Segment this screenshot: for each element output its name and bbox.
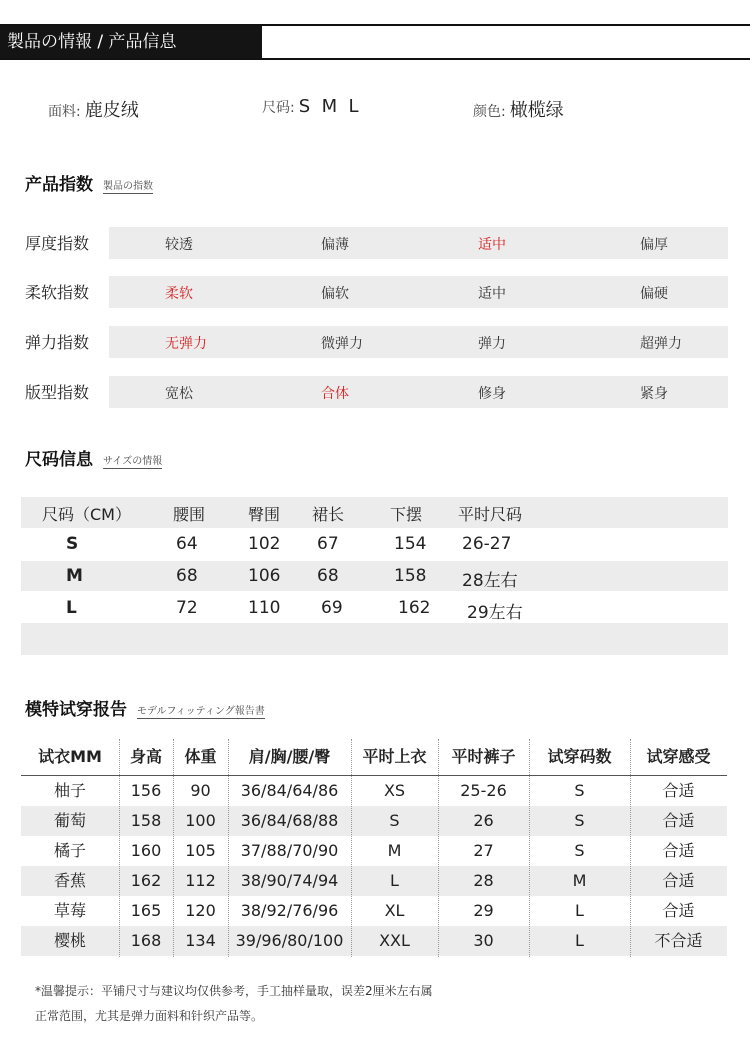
fit-cell: 90 bbox=[190, 781, 211, 800]
size-row-stripe bbox=[21, 561, 728, 591]
index-option: 偏硬 bbox=[640, 286, 668, 302]
index-option: 偏薄 bbox=[321, 237, 349, 253]
fit-row bbox=[21, 836, 727, 866]
fit-cell: S bbox=[574, 781, 585, 800]
size-header-cell: 下摆 bbox=[390, 505, 423, 524]
size-cell: 158 bbox=[394, 566, 427, 586]
fit-header-cell: 平时裤子 bbox=[451, 747, 516, 766]
size-cell: 106 bbox=[248, 566, 281, 586]
size-cell: 154 bbox=[394, 534, 427, 554]
index-label: 版型指数 bbox=[25, 383, 90, 402]
fit-subtitle: モデルフィッティング報告書 bbox=[137, 702, 265, 719]
index-section-title bbox=[25, 170, 153, 195]
fit-row bbox=[21, 776, 727, 806]
size-subtitle: サイズの情報 bbox=[103, 452, 162, 469]
fit-header-cell: 试穿码数 bbox=[547, 747, 612, 766]
fit-row bbox=[21, 926, 727, 956]
fit-cell: 120 bbox=[185, 901, 216, 920]
fit-cell: 165 bbox=[130, 901, 162, 920]
header-bar bbox=[0, 24, 750, 60]
index-option: 偏软 bbox=[321, 286, 349, 302]
fit-column-divider bbox=[351, 739, 352, 957]
fit-cell: 橘子 bbox=[53, 841, 86, 860]
fit-row bbox=[21, 896, 727, 926]
fit-cell: 合适 bbox=[662, 841, 695, 860]
index-option: 超弹力 bbox=[640, 336, 682, 352]
fit-column-divider bbox=[529, 739, 530, 957]
index-label: 厚度指数 bbox=[25, 234, 90, 253]
fit-cell: 30 bbox=[473, 931, 494, 950]
fabric-value: 鹿皮绒 bbox=[84, 100, 139, 121]
fit-cell: 112 bbox=[185, 871, 216, 890]
size-info bbox=[262, 96, 359, 117]
fit-column-divider bbox=[438, 739, 439, 957]
size-cell: 162 bbox=[398, 598, 431, 618]
fit-cell: 合适 bbox=[662, 871, 695, 890]
fit-cell: 38/90/74/94 bbox=[240, 871, 339, 890]
fit-cell: M bbox=[572, 871, 587, 890]
index-option: 偏厚 bbox=[640, 237, 668, 253]
size-cell: L bbox=[66, 598, 77, 618]
fit-cell: 134 bbox=[185, 931, 216, 950]
fit-cell: L bbox=[390, 871, 399, 890]
size-cell: 67 bbox=[317, 534, 339, 554]
index-option: 弹力 bbox=[478, 336, 506, 352]
fit-header-cell: 肩/胸/腰/臀 bbox=[248, 747, 331, 766]
fit-cell: 37/88/70/90 bbox=[240, 841, 339, 860]
size-label: 尺码: bbox=[262, 100, 295, 116]
fit-cell: 29 bbox=[473, 901, 494, 920]
size-footer-stripe bbox=[21, 623, 728, 655]
size-header-cell: 腰围 bbox=[173, 505, 206, 524]
size-section-title bbox=[25, 445, 162, 470]
index-bar bbox=[109, 276, 728, 308]
size-cell: 68 bbox=[317, 566, 339, 586]
fit-cell: 25-26 bbox=[460, 781, 507, 800]
fit-cell: 柚子 bbox=[53, 781, 86, 800]
index-row bbox=[0, 227, 750, 259]
fit-cell: 27 bbox=[473, 841, 494, 860]
fit-column-divider bbox=[173, 739, 174, 957]
fit-cell: 168 bbox=[130, 931, 162, 950]
index-label: 弹力指数 bbox=[25, 333, 90, 352]
size-title: 尺码信息 bbox=[25, 450, 93, 470]
fit-cell: 28 bbox=[473, 871, 494, 890]
size-cell: 28左右 bbox=[462, 571, 518, 591]
index-option: 紧身 bbox=[640, 386, 668, 402]
fit-cell: 合适 bbox=[662, 811, 695, 830]
size-header-cell: 裙长 bbox=[312, 505, 345, 524]
fit-cell: 不合适 bbox=[654, 931, 703, 950]
fit-cell: 105 bbox=[185, 841, 216, 860]
fit-cell: 合适 bbox=[662, 901, 695, 920]
index-option-selected: 柔软 bbox=[165, 286, 193, 302]
fit-cell: 156 bbox=[130, 781, 162, 800]
fit-column-divider bbox=[228, 739, 229, 957]
fit-cell: 39/96/80/100 bbox=[235, 931, 344, 950]
fit-cell: 樱桃 bbox=[53, 931, 86, 950]
fit-cell: 38/92/76/96 bbox=[240, 901, 339, 920]
fit-cell: S bbox=[574, 841, 585, 860]
fit-column-divider bbox=[119, 739, 120, 957]
fit-table bbox=[21, 739, 727, 957]
fit-cell: 36/84/68/88 bbox=[240, 811, 339, 830]
fit-cell: 草莓 bbox=[53, 901, 86, 920]
size-cell: M bbox=[66, 566, 83, 586]
size-cell: 102 bbox=[248, 534, 281, 554]
fit-header-row bbox=[21, 739, 727, 775]
size-header-cell: 臀围 bbox=[248, 505, 281, 524]
fit-header-cell: 平时上衣 bbox=[362, 747, 427, 766]
fit-row bbox=[21, 806, 727, 836]
note-line-1: *温馨提示：平铺尺寸与建议均仅供参考，手工抽样量取，误差2厘米左右属 bbox=[35, 984, 433, 998]
index-option: 修身 bbox=[478, 386, 506, 402]
fit-section-title bbox=[25, 695, 265, 720]
color-info bbox=[473, 96, 564, 122]
size-table bbox=[21, 497, 728, 655]
index-label: 柔软指数 bbox=[25, 283, 90, 302]
fit-cell: 36/84/64/86 bbox=[240, 781, 339, 800]
fit-cell: 160 bbox=[130, 841, 162, 860]
fit-cell: L bbox=[575, 901, 584, 920]
index-option-selected: 无弹力 bbox=[165, 336, 207, 352]
size-cell: 69 bbox=[321, 598, 343, 618]
index-bar bbox=[109, 227, 728, 259]
size-cell: 72 bbox=[176, 598, 198, 618]
index-option: 较透 bbox=[165, 237, 193, 253]
fit-cell: L bbox=[575, 931, 584, 950]
size-cell: 68 bbox=[176, 566, 198, 586]
index-title: 产品指数 bbox=[25, 175, 93, 195]
size-cell: 26-27 bbox=[462, 534, 512, 554]
index-row bbox=[0, 326, 750, 358]
fabric-info bbox=[48, 96, 139, 122]
fit-cell: XL bbox=[384, 901, 405, 920]
fit-cell: M bbox=[387, 841, 402, 860]
fit-cell: S bbox=[389, 811, 400, 830]
fit-header-cell: 身高 bbox=[129, 747, 162, 766]
index-option-selected: 合体 bbox=[321, 386, 349, 402]
index-option: 宽松 bbox=[165, 386, 193, 402]
index-bar bbox=[109, 376, 728, 408]
fabric-label: 面料: bbox=[48, 104, 81, 120]
fit-cell: 香蕉 bbox=[53, 871, 86, 890]
fit-cell: 162 bbox=[130, 871, 162, 890]
size-header-cell: 平时尺码 bbox=[458, 505, 523, 524]
size-cell: S bbox=[66, 534, 79, 554]
size-cell: 110 bbox=[248, 598, 281, 618]
page-title: 製品の情報 / 产品信息 bbox=[0, 26, 262, 58]
fit-header-cell: 试穿感受 bbox=[646, 747, 711, 766]
size-value: S M L bbox=[298, 96, 359, 117]
size-header-cell: 尺码（CM） bbox=[42, 505, 131, 524]
fit-column-divider bbox=[630, 739, 631, 957]
fit-cell: 葡萄 bbox=[53, 811, 86, 830]
fit-cell: 158 bbox=[130, 811, 162, 830]
color-label: 颜色: bbox=[473, 104, 506, 120]
index-option: 适中 bbox=[478, 286, 506, 302]
fit-cell: 100 bbox=[185, 811, 216, 830]
fit-cell: 26 bbox=[473, 811, 494, 830]
index-subtitle: 製品の指数 bbox=[103, 177, 153, 194]
fit-title: 模特试穿报告 bbox=[25, 700, 127, 720]
size-cell: 64 bbox=[176, 534, 198, 554]
index-row bbox=[0, 276, 750, 308]
index-option-selected: 适中 bbox=[478, 237, 506, 253]
fit-row bbox=[21, 866, 727, 896]
fit-header-cell: 体重 bbox=[184, 747, 217, 766]
fit-cell: XS bbox=[383, 781, 406, 800]
color-value: 橄榄绿 bbox=[509, 100, 564, 121]
size-cell: 29左右 bbox=[467, 603, 523, 623]
index-row bbox=[0, 376, 750, 408]
index-option: 微弹力 bbox=[321, 336, 363, 352]
fit-cell: XXL bbox=[379, 931, 410, 950]
note-line-2: 正常范围，尤其是弹力面料和针织产品等。 bbox=[35, 1009, 264, 1023]
fit-cell: S bbox=[574, 811, 585, 830]
fit-cell: 合适 bbox=[662, 781, 695, 800]
fit-header-cell: 试衣MM bbox=[38, 747, 102, 766]
